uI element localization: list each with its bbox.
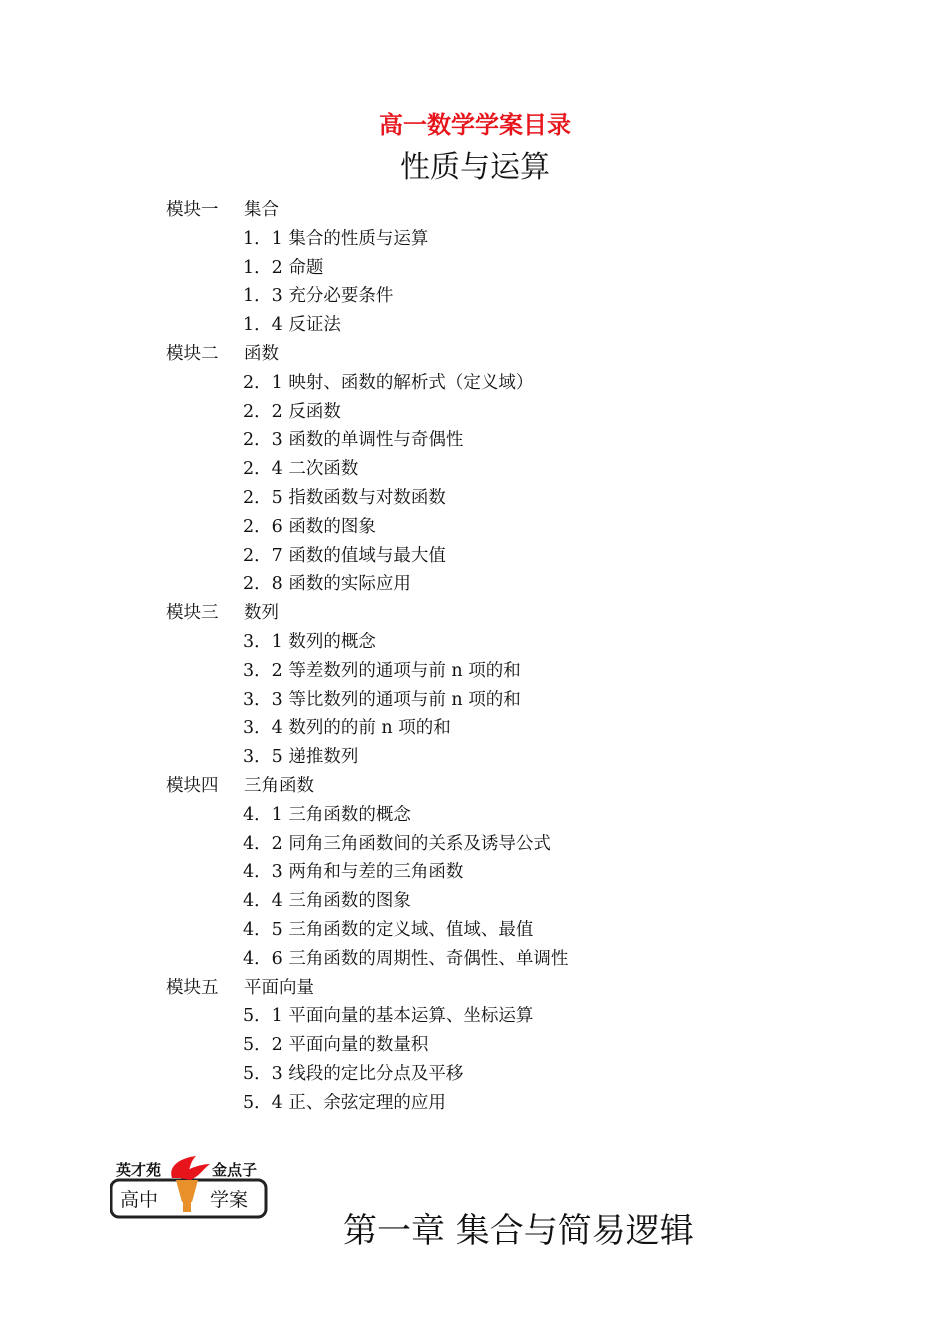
toc-item: 2．7 函数的值域与最大值 bbox=[243, 545, 446, 566]
module-name: 模块四 bbox=[166, 776, 219, 796]
module-heading bbox=[166, 340, 279, 369]
toc-item: 5．1 平面向量的基本运算、坐标运算 bbox=[243, 1006, 534, 1027]
document-subtitle: 性质与运算 bbox=[400, 150, 550, 185]
toc-item: 3．4 数列的的前 n 项的和 bbox=[243, 718, 451, 739]
toc-item: 1．4 反证法 bbox=[243, 315, 341, 336]
toc-item: 5．2 平面向量的数量积 bbox=[243, 1035, 429, 1056]
toc-item: 4．6 三角函数的周期性、奇偶性、单调性 bbox=[243, 948, 569, 969]
module-topic: 数列 bbox=[244, 603, 279, 624]
module-topic: 平面向量 bbox=[244, 977, 314, 998]
toc-item: 4．5 三角函数的定义域、值域、最值 bbox=[243, 920, 534, 940]
module-topic: 函数 bbox=[244, 344, 279, 364]
module-heading bbox=[166, 599, 279, 628]
toc-item: 1．3 充分必要条件 bbox=[243, 286, 394, 307]
toc-item: 3．5 递推数列 bbox=[243, 747, 359, 768]
module-name: 模块一 bbox=[166, 200, 219, 220]
toc-item: 4．4 三角函数的图象 bbox=[243, 891, 411, 912]
chapter-title: 第一章 集合与简易逻辑 bbox=[343, 1211, 694, 1251]
toc-item: 5．3 线段的定比分点及平移 bbox=[243, 1064, 464, 1084]
module-topic: 集合 bbox=[244, 200, 279, 220]
toc-item: 3．2 等差数列的通项与前 n 项的和 bbox=[243, 660, 521, 681]
module-name: 模块二 bbox=[166, 344, 219, 364]
toc-item: 1．1 集合的性质与运算 bbox=[243, 228, 429, 249]
logo-text-top-right: 金点子 bbox=[212, 1161, 258, 1179]
toc-item: 4．3 两角和与差的三角函数 bbox=[243, 862, 464, 883]
toc-item: 3．1 数列的概念 bbox=[243, 632, 376, 652]
module-name: 模块三 bbox=[166, 603, 219, 624]
toc-item: 5．4 正、余弦定理的应用 bbox=[243, 1092, 446, 1113]
toc-item: 4．1 三角函数的概念 bbox=[243, 804, 411, 825]
module-heading bbox=[166, 772, 314, 801]
toc-item: 2．3 函数的单调性与奇偶性 bbox=[243, 430, 464, 451]
logo bbox=[110, 1156, 268, 1220]
logo-text-bottom-left: 高中 bbox=[120, 1189, 159, 1211]
toc-item: 2．8 函数的实际应用 bbox=[243, 574, 411, 595]
toc-item: 4．2 同角三角函数间的关系及诱导公式 bbox=[243, 833, 551, 854]
module-heading bbox=[166, 974, 314, 1003]
toc-item: 3．3 等比数列的通项与前 n 项的和 bbox=[243, 689, 521, 710]
module-heading bbox=[166, 196, 279, 225]
toc-item: 2．2 反函数 bbox=[243, 401, 341, 422]
document-title: 高一数学学案目录 bbox=[379, 111, 571, 139]
module-name: 模块五 bbox=[166, 977, 219, 998]
toc-item: 1．2 命题 bbox=[243, 257, 324, 278]
toc-item: 2．4 二次函数 bbox=[243, 459, 359, 480]
logo-text-top-left: 英才苑 bbox=[116, 1161, 162, 1179]
module-topic: 三角函数 bbox=[244, 776, 314, 796]
logo-text-bottom-right: 学案 bbox=[210, 1189, 249, 1211]
toc-item: 2．1 映射、函数的解析式（定义域） bbox=[243, 372, 534, 393]
toc-item: 2．6 函数的图象 bbox=[243, 516, 376, 537]
toc-item: 2．5 指数函数与对数函数 bbox=[243, 488, 446, 508]
